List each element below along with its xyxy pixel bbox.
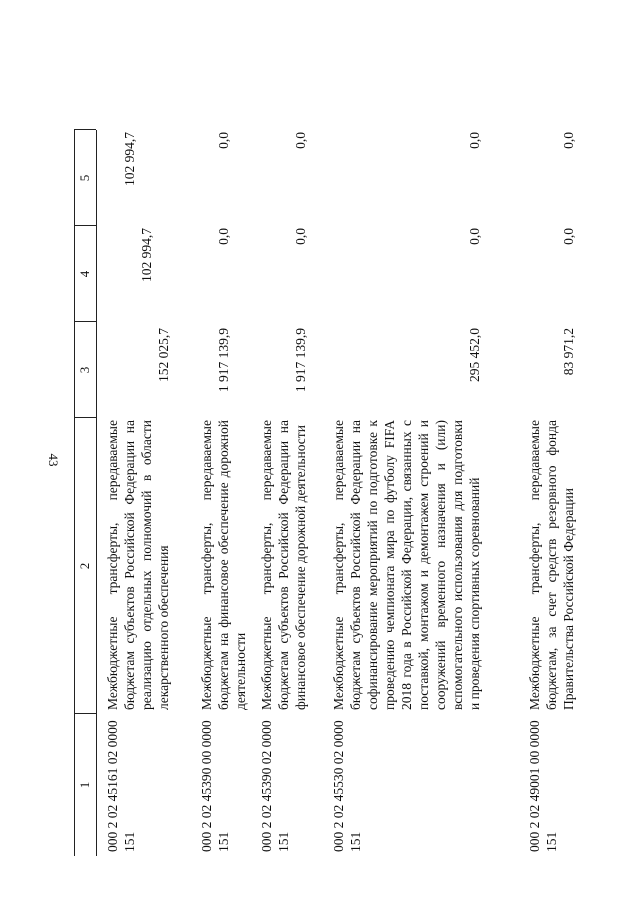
row-name: Межбюджетные трансферты, передаваемые бюджетам субъектов Российской Федерации на финансовое обеспечение дорожной деятельности: [259, 420, 308, 710]
row-code: 000 2 02 45390 02 0000 151: [259, 720, 291, 852]
header-col-2: 2: [77, 562, 92, 570]
row-value-5: 102 994,7: [122, 132, 137, 186]
rotated-page: [74, 46, 614, 856]
row-code: 000 2 02 45530 02 0000 151: [331, 720, 363, 852]
row-value-4: 0,0: [216, 228, 231, 245]
header-col-1: 1: [77, 781, 92, 789]
row-value-5: 0,0: [216, 132, 231, 149]
row-value-5: 0,0: [467, 132, 482, 149]
row-value-4: 0,0: [561, 228, 576, 245]
header-col-5: 5: [77, 174, 92, 182]
header-col-4: 4: [77, 270, 92, 278]
row-name: Межбюджетные трансферты, передаваемые бюджетам субъектов Российской Федерации на софинансирование мероприятий по подготовке к проведению чемпионата мира по футболу FIFA 2018 года в Российской Федерации, связанных с поставкой, монтажом и демонтажем строений и сооружений временного назначения и (или) вспомогательного использования для подготовки и проведения спортивных соревнований: [331, 420, 482, 710]
header-divider: [74, 417, 96, 418]
row-value-4: 102 994,7: [139, 228, 154, 282]
row-value-5: 0,0: [561, 132, 576, 149]
header-divider: [74, 713, 96, 714]
header-bottom-border: [96, 130, 97, 856]
table-top-border: [74, 130, 75, 856]
row-value-3: 1 917 139,9: [216, 328, 231, 393]
row-name: Межбюджетные трансферты, передаваемые бюджетам субъектов Российской Федерации на реализацию отдельных полномочий в области лекарственного обеспечения: [105, 420, 171, 710]
page-number: 43: [46, 453, 61, 467]
row-value-5: 0,0: [293, 132, 308, 149]
row-name: Межбюджетные трансферты, передаваемые бюджетам, за счет средств резервного фонда Правительства Российской Федерации: [527, 420, 576, 710]
header-col-3: 3: [77, 366, 92, 374]
row-value-3: 83 971,2: [561, 328, 576, 376]
row-value-3: 152 025,7: [156, 328, 171, 382]
row-value-3: 1 917 139,9: [293, 328, 308, 393]
row-code: 000 2 02 49001 00 0000 151: [527, 720, 559, 852]
header-divider: [74, 321, 96, 322]
row-name: Межбюджетные трансферты, передаваемые бюджетам на финансовое обеспечение дорожной деятельности: [199, 420, 248, 710]
header-divider: [74, 225, 96, 226]
row-value-4: 0,0: [467, 228, 482, 245]
row-code: 000 2 02 45161 02 0000 151: [105, 720, 137, 852]
row-code: 000 2 02 45390 00 0000 151: [199, 720, 231, 852]
budget-table: [74, 46, 614, 856]
row-value-4: 0,0: [293, 228, 308, 245]
row-value-3: 295 452,0: [467, 328, 482, 382]
header-divider: [74, 129, 96, 130]
